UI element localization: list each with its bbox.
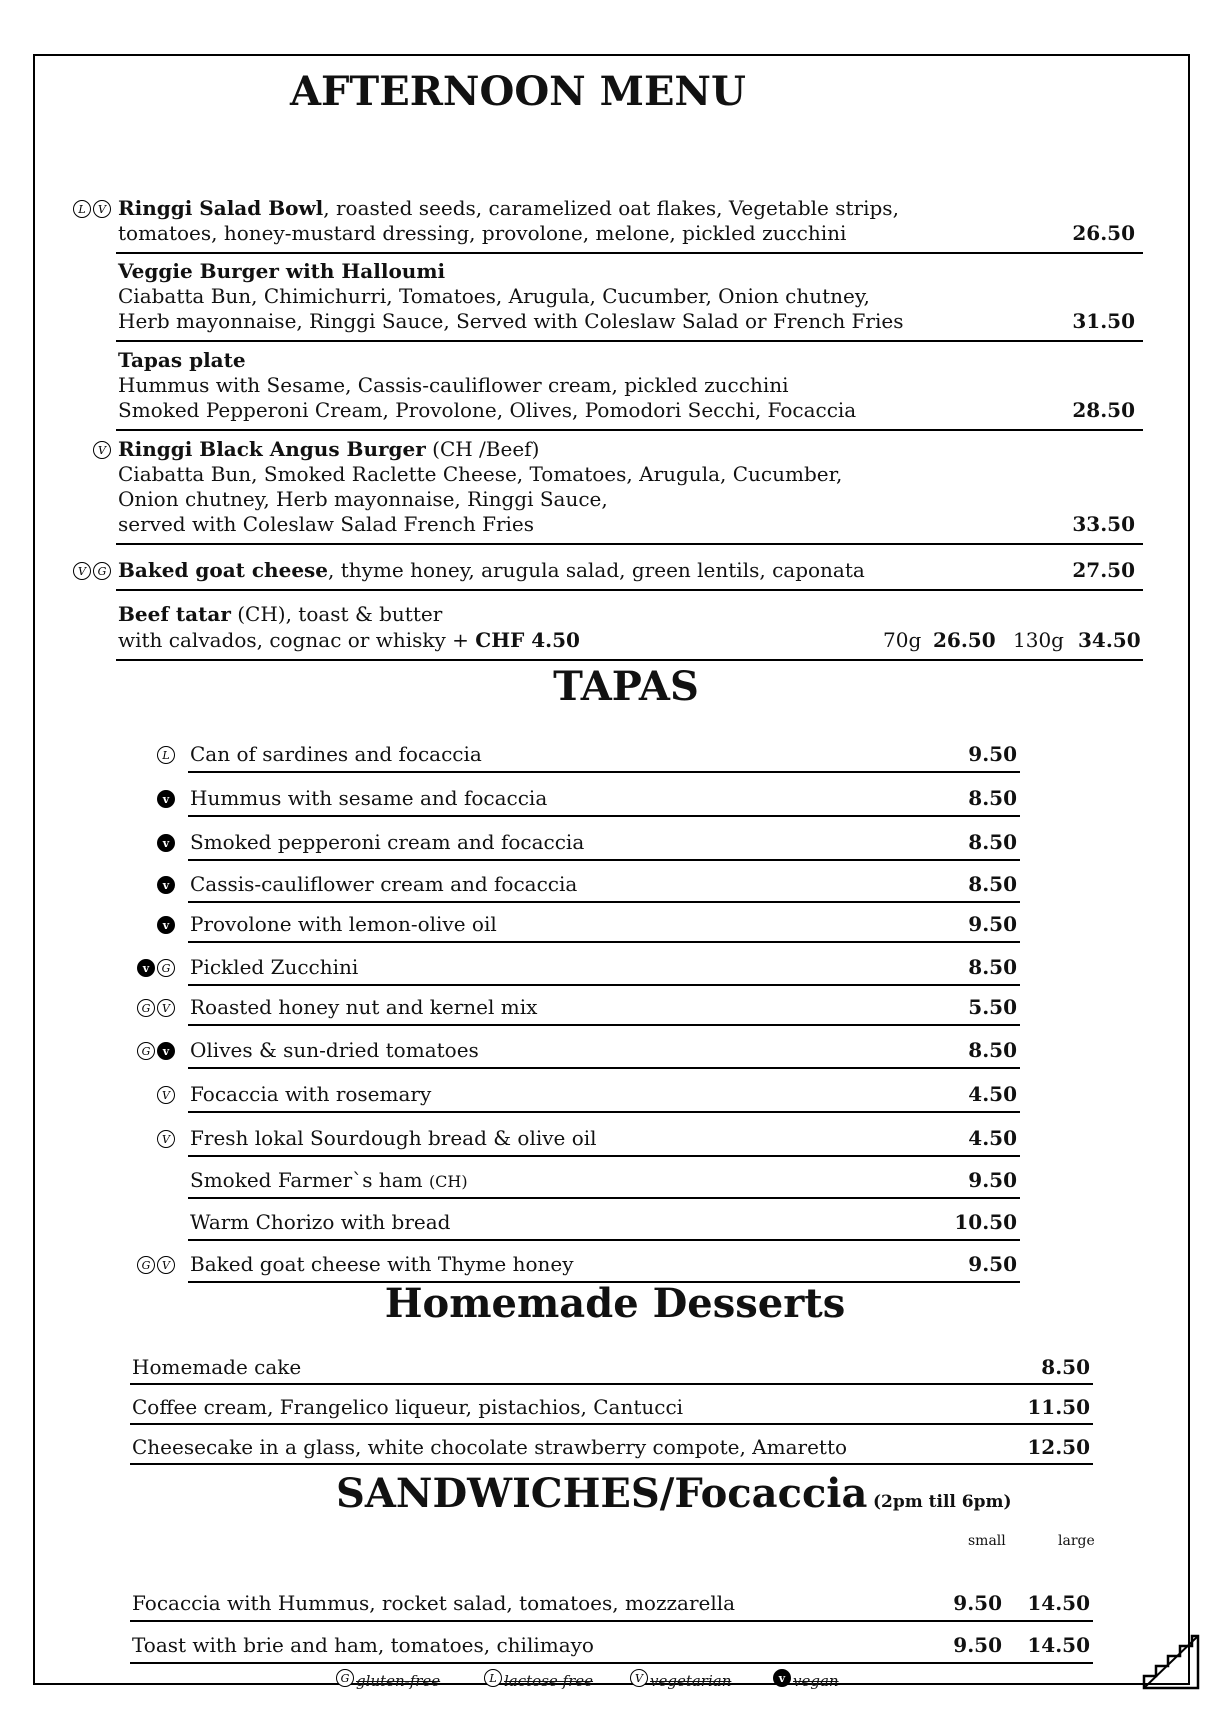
tatar-price-130: 34.50 bbox=[1078, 628, 1141, 652]
lactose-free-icon: L bbox=[157, 746, 175, 764]
tapas-price: 9.50 bbox=[968, 1252, 1017, 1276]
vegan-icon: v bbox=[157, 790, 175, 808]
tatar-extra bbox=[118, 628, 580, 653]
dish-divider bbox=[116, 429, 1143, 431]
dish-divider bbox=[116, 252, 1143, 254]
dish-line bbox=[118, 348, 246, 373]
tapas-name: Baked goat cheese with Thyme honey bbox=[190, 1252, 574, 1276]
tapas-item bbox=[190, 912, 497, 937]
gluten-free-icon: G bbox=[157, 959, 175, 977]
tapas-divider bbox=[188, 1024, 1020, 1026]
dessert-name: Cheesecake in a glass, white chocolate strawberry compote, Amaretto bbox=[132, 1435, 848, 1459]
dish-description: tomatoes, honey-mustard dressing, provolone, melone, pickled zucchini bbox=[118, 221, 847, 245]
tatar-name-bold: Beef tatar bbox=[118, 602, 231, 626]
tapas-item bbox=[190, 830, 584, 855]
vegan-icon: v bbox=[157, 916, 175, 934]
tapas-price: 5.50 bbox=[968, 995, 1017, 1019]
tapas-price: 4.50 bbox=[968, 1126, 1017, 1150]
dish-divider bbox=[116, 340, 1143, 342]
tapas-divider bbox=[188, 941, 1020, 943]
dish-description: , roasted seeds, caramelized oat flakes, Vegetable strips, bbox=[323, 196, 899, 220]
tapas-price: 9.50 bbox=[968, 912, 1017, 936]
dish-divider bbox=[116, 589, 1143, 591]
tapas-price: 4.50 bbox=[968, 1082, 1017, 1106]
dish-line bbox=[118, 373, 789, 398]
sandwiches-subtitle: (2pm till 6pm) bbox=[872, 1492, 1012, 1512]
sandwich-name: Toast with brie and ham, tomatoes, chilimayo bbox=[132, 1633, 594, 1657]
dish-description: Hummus with Sesame, Cassis-cauliflower cream, pickled zucchini bbox=[118, 373, 789, 397]
gluten-free-icon: G bbox=[336, 1669, 354, 1687]
dish-name: Tapas plate bbox=[118, 348, 246, 372]
vegetarian-icon: V bbox=[93, 200, 111, 218]
tapas-item bbox=[190, 1252, 574, 1277]
vegan-icon: v bbox=[773, 1669, 791, 1687]
vegetarian-icon: V bbox=[93, 441, 111, 459]
staircase-logo bbox=[1140, 1630, 1202, 1692]
dish-price: 26.50 bbox=[1072, 221, 1135, 245]
tapas-divider bbox=[188, 771, 1020, 773]
tapas-name: Olives & sun-dried tomatoes bbox=[190, 1038, 479, 1062]
tapas-divider bbox=[188, 984, 1020, 986]
tatar-extra-text: with calvados, cognac or whisky + bbox=[118, 628, 476, 652]
dish-line bbox=[118, 309, 904, 334]
dish-price: 28.50 bbox=[1072, 398, 1135, 422]
tapas-title: TAPAS bbox=[553, 663, 699, 710]
gluten-free-icon: G bbox=[137, 1256, 155, 1274]
tapas-divider bbox=[188, 1197, 1020, 1199]
gluten-free-icon: G bbox=[93, 562, 111, 580]
vegetarian-icon: V bbox=[630, 1669, 648, 1687]
tapas-name: Smoked Farmer`s ham bbox=[190, 1168, 423, 1192]
dish-line bbox=[118, 487, 608, 512]
size-large-label: large bbox=[1058, 1533, 1095, 1549]
desserts-title: Homemade Desserts bbox=[384, 1280, 846, 1327]
tatar-price-70: 26.50 bbox=[933, 628, 996, 652]
tapas-divider bbox=[188, 1111, 1020, 1113]
tapas-origin: (CH) bbox=[428, 1172, 468, 1191]
dish-description: served with Coleslaw Salad French Fries bbox=[118, 512, 535, 536]
lactose-free-icon: L bbox=[73, 200, 91, 218]
vegan-icon: v bbox=[157, 834, 175, 852]
dish-line bbox=[118, 196, 899, 221]
tapas-divider bbox=[188, 1155, 1020, 1157]
page-title: AFTERNOON MENU bbox=[290, 68, 746, 115]
dish-description: (CH /Beef) bbox=[425, 437, 540, 461]
gluten-free-icon: G bbox=[137, 999, 155, 1017]
dish-description: Smoked Pepperoni Cream, Provolone, Olives, Pomodori Secchi, Focaccia bbox=[118, 398, 857, 422]
tapas-item bbox=[190, 1126, 597, 1151]
dish-price: 33.50 bbox=[1072, 512, 1135, 536]
dish-description: Ciabatta Bun, Smoked Raclette Cheese, Tomatoes, Arugula, Cucumber, bbox=[118, 462, 843, 486]
legend-label: lactose free bbox=[504, 1672, 594, 1690]
tapas-divider bbox=[188, 859, 1020, 861]
legend-label: vegan bbox=[793, 1672, 839, 1690]
tapas-name: Roasted honey nut and kernel mix bbox=[190, 995, 538, 1019]
dish-line bbox=[118, 398, 856, 423]
dessert-price: 12.50 bbox=[1027, 1435, 1090, 1459]
sandwich-price-large: 14.50 bbox=[1027, 1591, 1090, 1615]
tatar-extra-price: CHF 4.50 bbox=[475, 628, 580, 652]
tapas-name: Can of sardines and focaccia bbox=[190, 742, 482, 766]
dish-description: Herb mayonnaise, Ringgi Sauce, Served with Coleslaw Salad or French Fries bbox=[118, 309, 904, 333]
dish-description: Ciabatta Bun, Chimichurri, Tomatoes, Arugula, Cucumber, Onion chutney, bbox=[118, 284, 870, 308]
dish-line bbox=[118, 462, 842, 487]
vegan-icon: v bbox=[157, 876, 175, 894]
tapas-name: Provolone with lemon-olive oil bbox=[190, 912, 497, 936]
vegetarian-icon: V bbox=[73, 562, 91, 580]
dessert-divider bbox=[130, 1463, 1093, 1465]
tapas-name: Warm Chorizo with bread bbox=[190, 1210, 451, 1234]
sandwich-price-small: 9.50 bbox=[953, 1591, 1002, 1615]
lactose-free-icon: L bbox=[484, 1669, 502, 1687]
sandwich-divider bbox=[130, 1620, 1093, 1622]
gluten-free-icon: G bbox=[137, 1042, 155, 1060]
dish-price: 27.50 bbox=[1072, 558, 1135, 582]
dessert-name: Homemade cake bbox=[132, 1355, 302, 1379]
tapas-price: 8.50 bbox=[968, 955, 1017, 979]
tapas-divider bbox=[188, 1067, 1020, 1069]
dish-line bbox=[118, 437, 539, 462]
sandwich-divider bbox=[130, 1662, 1093, 1664]
tapas-price: 8.50 bbox=[968, 786, 1017, 810]
vegetarian-icon: V bbox=[157, 1086, 175, 1104]
tapas-price: 10.50 bbox=[954, 1210, 1017, 1234]
tapas-price: 8.50 bbox=[968, 830, 1017, 854]
tatar-size-70: 70g bbox=[883, 628, 922, 652]
dish-line bbox=[118, 558, 865, 583]
tapas-divider bbox=[188, 901, 1020, 903]
dish-name: Veggie Burger with Halloumi bbox=[118, 259, 446, 283]
dish-divider bbox=[116, 543, 1143, 545]
tapas-name: Pickled Zucchini bbox=[190, 955, 359, 979]
vegetarian-icon: V bbox=[157, 1130, 175, 1148]
legend-label: gluten-free bbox=[356, 1672, 441, 1690]
sandwiches-title bbox=[336, 1470, 1012, 1517]
dish-name: Baked goat cheese bbox=[118, 558, 329, 582]
tapas-price: 8.50 bbox=[968, 1038, 1017, 1062]
tapas-divider bbox=[188, 815, 1020, 817]
tapas-name: Hummus with sesame and focaccia bbox=[190, 786, 548, 810]
tapas-name: Cassis-cauliflower cream and focaccia bbox=[190, 872, 578, 896]
dish-description: Onion chutney, Herb mayonnaise, Ringgi Sauce, bbox=[118, 487, 608, 511]
dish-name: Ringgi Black Angus Burger bbox=[118, 437, 426, 461]
tapas-item bbox=[190, 955, 358, 980]
dessert-divider bbox=[130, 1423, 1093, 1425]
tapas-item bbox=[190, 1038, 479, 1063]
sandwich-name: Focaccia with Hummus, rocket salad, tomatoes, mozzarella bbox=[132, 1591, 736, 1615]
sandwiches-title-text: SANDWICHES/Focaccia bbox=[336, 1470, 868, 1517]
tapas-name: Focaccia with rosemary bbox=[190, 1082, 432, 1106]
tapas-item bbox=[190, 1210, 450, 1235]
tapas-item bbox=[190, 786, 547, 811]
dish-price: 31.50 bbox=[1072, 309, 1135, 333]
sandwich-price-large: 14.50 bbox=[1027, 1633, 1090, 1657]
dessert-price: 11.50 bbox=[1027, 1395, 1090, 1419]
vegetarian-icon: V bbox=[157, 1256, 175, 1274]
tatar-divider bbox=[116, 659, 1143, 661]
dessert-divider bbox=[130, 1383, 1093, 1385]
dessert-name: Coffee cream, Frangelico liqueur, pistachios, Cantucci bbox=[132, 1395, 684, 1419]
sandwich-price-small: 9.50 bbox=[953, 1633, 1002, 1657]
tapas-price: 8.50 bbox=[968, 872, 1017, 896]
vegetarian-icon: V bbox=[157, 999, 175, 1017]
dish-line bbox=[118, 259, 445, 284]
tapas-item bbox=[190, 872, 577, 897]
tapas-item bbox=[190, 1082, 431, 1107]
size-small-label: small bbox=[968, 1533, 1006, 1549]
tapas-item bbox=[190, 995, 537, 1020]
legend-label: vegetarian bbox=[650, 1672, 732, 1690]
tapas-price: 9.50 bbox=[968, 742, 1017, 766]
dish-name: Ringgi Salad Bowl bbox=[118, 196, 324, 220]
tapas-divider bbox=[188, 1239, 1020, 1241]
dish-line bbox=[118, 512, 534, 537]
dish-line bbox=[118, 221, 846, 246]
dessert-price: 8.50 bbox=[1041, 1355, 1090, 1379]
tapas-item bbox=[190, 742, 482, 767]
tapas-price: 9.50 bbox=[968, 1168, 1017, 1192]
dish-line bbox=[118, 284, 870, 309]
dish-description: , thyme honey, arugula salad, green lentils, caponata bbox=[328, 558, 865, 582]
tapas-item bbox=[190, 1168, 468, 1194]
tatar-name bbox=[118, 602, 442, 627]
tapas-name: Smoked pepperoni cream and focaccia bbox=[190, 830, 585, 854]
tatar-size-130: 130g bbox=[1013, 628, 1064, 652]
tapas-name: Fresh lokal Sourdough bread & olive oil bbox=[190, 1126, 597, 1150]
tatar-name-rest: (CH), toast & butter bbox=[230, 602, 443, 626]
vegan-icon: v bbox=[137, 959, 155, 977]
vegan-icon: v bbox=[157, 1042, 175, 1060]
